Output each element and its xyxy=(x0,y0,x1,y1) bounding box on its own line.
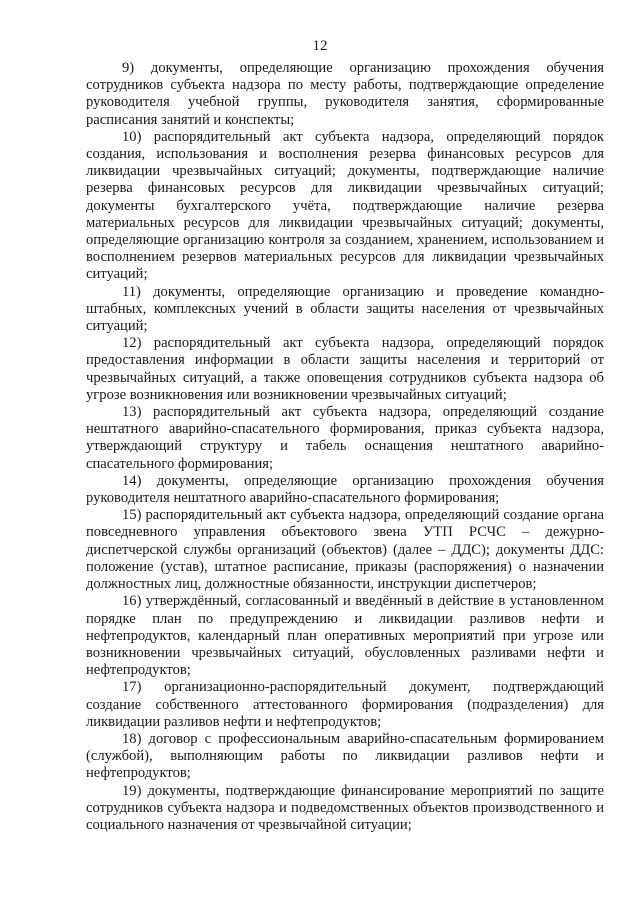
list-item-13: 13) распорядительный акт субъекта надзора, определяющий создание нештатного аварийно-спасательного формирования, приказ субъекта надзора, утверждающий структуру и табель оснащения нештатного аварийно-спасательного формирования; xyxy=(86,404,604,472)
list-item-18: 18) договор с профессиональным аварийно-спасательным формированием (службой), выполняющим работы по ликвидации разливов нефти и нефтепродуктов; xyxy=(86,730,604,782)
list-item-17: 17) организационно-распорядительный документ, подтверждающий создание собственного аттестованного формирования (подразделения) для ликвидации разливов нефти и нефтепродуктов; xyxy=(86,679,604,730)
list-item-11: 11) документы, определяющие организацию и проведение командно-штабных, комплексных учений в области защиты населения от чрезвычайных ситуаций; xyxy=(86,283,604,335)
list-item-19: 19) документы, подтверждающие финансирование мероприятий по защите сотрудников субъекта надзора и подведомственных объектов производственного и социального назначения от чрезвычайной ситуации; xyxy=(86,782,604,833)
document-body xyxy=(86,60,604,834)
list-item-16: 16) утверждённый, согласованный и введённый в действие в установленном порядке план по предупреждению и ликвидации разливов нефти и нефтепродуктов, календарный план оперативных мероприятий при угрозе или возникновении чрезвычайных ситуаций, обусловленных разливами нефти и нефтепродуктов; xyxy=(86,593,604,679)
list-item-10: 10) распорядительный акт субъекта надзора, определяющий порядок создания, использования и восполнения резерва финансовых ресурсов для ликвидации чрезвычайных ситуаций; документы, подтверждающие наличие резерва финансовых ресурсов для ликвидации чрезвычайных ситуаций; документы бухгалтерского учёта, подтверждающие наличие резерва материальных ресурсов для ликвидации чрезвычайных ситуаций; документы, определяющие организацию контроля за созданием, хранением, использованием и восполнением резервов материальных ресурсов для ликвидации чрезвычайных ситуаций; xyxy=(86,128,604,283)
list-item-15: 15) распорядительный акт субъекта надзора, определяющий создание органа повседневного управления объектового звена УТП РСЧС – дежурно-диспетчерской службы организаций (объектов) (далее – ДДС); документы ДДС: положение (устав), штатное расписание, приказы (распоряжения) о назначении должностных лиц, должностные обязанности, инструкции диспетчеров; xyxy=(86,507,604,593)
page-number: 12 xyxy=(312,38,328,54)
list-item-12: 12) распорядительный акт субъекта надзора, определяющий порядок предоставления информации в области защиты населения и территорий от чрезвычайных ситуаций, а также оповещения сотрудников субъекта надзора об угрозе возникновения или возникновении чрезвычайных ситуаций; xyxy=(86,335,604,403)
list-item-9: 9) документы, определяющие организацию прохождения обучения сотрудников субъекта надзора по месту работы, подтверждающие определение руководителя учебной группы, руководителя занятия, сформированные расписания занятий и конспекты; xyxy=(86,60,604,128)
list-item-14: 14) документы, определяющие организацию прохождения обучения руководителя нештатного аварийно-спасательного формирования; xyxy=(86,472,604,507)
